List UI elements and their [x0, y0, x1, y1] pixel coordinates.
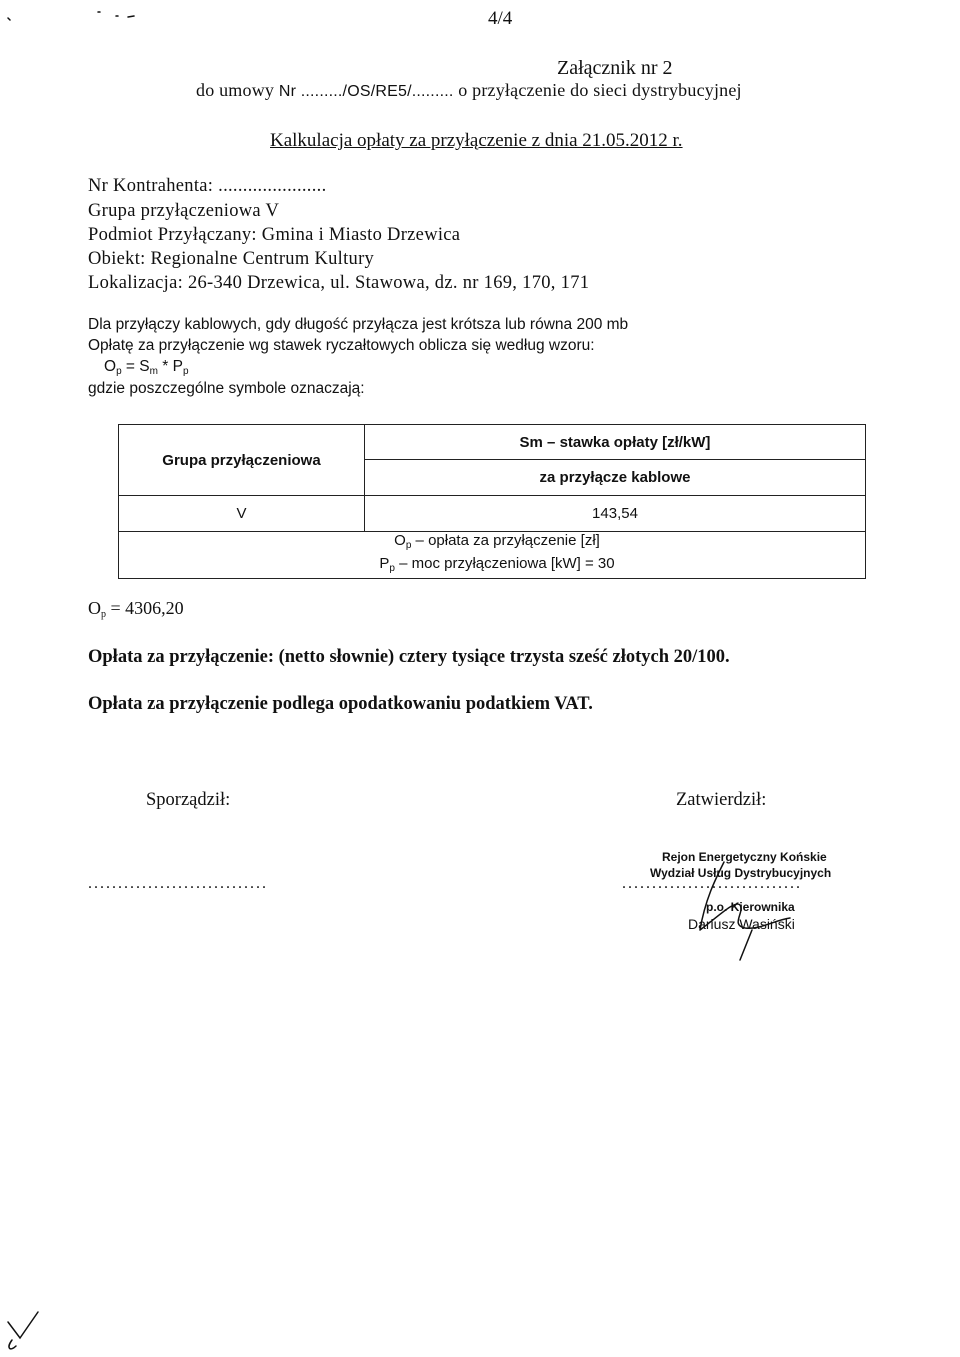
rate-table [118, 424, 866, 579]
vat-statement: Opłata za przyłączenie podlega opodatkowaniu podatkiem VAT. [88, 694, 593, 714]
prepared-by-label: Sporządził: [146, 790, 231, 810]
page-number: 4/4 [488, 8, 513, 29]
connection-group: Grupa przyłączeniowa V [88, 201, 280, 221]
rate-subheader: za przyłącze kablowe [365, 460, 866, 496]
stamp-line-2: Wydział Usług Dystrybucyjnych [650, 866, 832, 880]
amount-in-words: Opłata za przyłączenie: (netto słownie) cztery tysiące trzysta sześć złotych 20/100. [88, 647, 730, 667]
signature-slash [740, 930, 752, 960]
annex-title: Załącznik nr 2 [557, 57, 673, 79]
approved-by-label: Zatwierdził: [676, 790, 767, 810]
contract-line [196, 80, 742, 101]
group-header: Grupa przyłączeniowa [119, 425, 365, 496]
cable-condition-text: Dla przyłączy kablowych, gdy długość przyłącza jest krótsza lub równa 200 mb [88, 316, 629, 333]
corner-dots [8, 12, 134, 20]
contract-number: Nr ........./OS/RE5/......... [278, 83, 454, 100]
calculation-title: Kalkulacja opłaty za przyłączenie z dnia 21.05.2012 r. [270, 130, 683, 151]
location: Lokalizacja: 26-340 Drzewica, ul. Stawowa, dz. nr 169, 170, 171 [88, 273, 590, 293]
rate-header: Sm – stawka opłaty [zł/kW] [365, 425, 866, 460]
contract-prefix: do umowy [196, 80, 275, 100]
symbols-intro-text: gdzie poszczególne symbole oznaczają: [88, 380, 365, 397]
contractor-number: Nr Kontrahenta: ...................... [88, 176, 327, 196]
group-value: V [119, 496, 365, 532]
formula: $O_p = S_m * P_p$ [104, 358, 189, 377]
formula-intro-text: Opłatę za przyłączenie wg stawek ryczałtowych oblicza się według wzoru: [88, 337, 595, 354]
object-name: Obiekt: Regionalne Centrum Kultury [88, 249, 375, 269]
result-fee: $O_p = 4306,20$ [88, 598, 184, 620]
prepared-by-signature-line: .............................. [88, 875, 268, 892]
legend-op: $O_p$ – opłata za przyłączenie [zł] [394, 532, 600, 551]
stamp-line-3: p.o. Kierownika [706, 900, 795, 914]
contract-suffix: o przyłączenie do sieci dystrybucyjnej [458, 80, 742, 100]
connected-entity: Podmiot Przyłączany: Gmina i Miasto Drzewica [88, 225, 461, 245]
margin-check-mark [8, 1312, 38, 1349]
legend-pp: $P_p$ – moc przyłączeniowa [kW] = 30 [379, 555, 615, 574]
stamp-line-4: Dariusz Wasiński [688, 916, 795, 932]
rate-value: 143,54 [365, 496, 866, 532]
stamp-line-1: Rejon Energetyczny Końskie [662, 850, 827, 864]
legend-cell [119, 532, 866, 579]
approved-by-signature-line: .............................. [622, 875, 802, 892]
